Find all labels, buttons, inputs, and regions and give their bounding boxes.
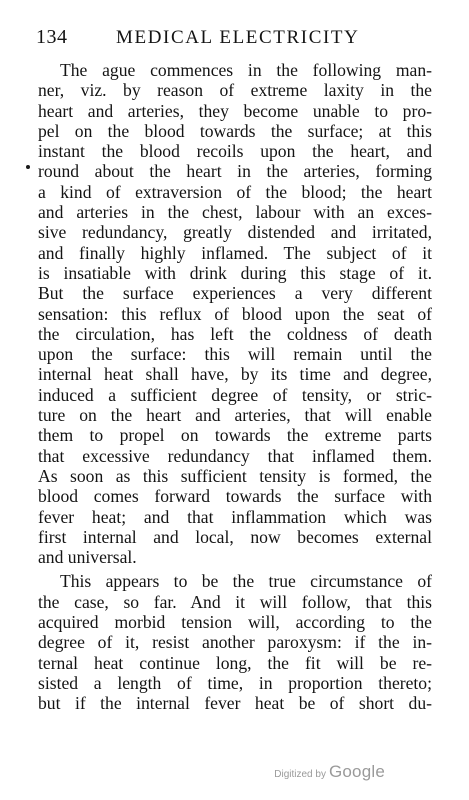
text-line: sive redundancy, greatly distended and irritated, (38, 222, 432, 243)
text-line: and arteries in the chest, labour with an exces- (38, 202, 432, 223)
text-line: blood comes forward towards the surface with (38, 486, 432, 507)
text-line: ture on the heart and arteries, that will enable (38, 405, 432, 426)
text-line: sisted a length of time, in proportion thereto; (38, 672, 432, 693)
text-line: ner, viz. by reason of extreme laxity in the (38, 80, 432, 101)
text-line: is insatiable with drink during this stage of it. (38, 262, 432, 283)
text-line: But the surface experiences a very different (38, 283, 432, 304)
page-number: 134 (36, 26, 68, 48)
text-line: and finally highly inflamed. The subject of it (38, 242, 432, 263)
text-line: The ague commences in the following man- (60, 60, 432, 80)
text-line: upon the surface: this will remain until the (38, 344, 432, 365)
text-line: round about the heart in the arteries, forming (38, 161, 432, 182)
body-text (38, 60, 432, 714)
text-line: instant the blood recoils upon the heart, and (38, 141, 432, 162)
text-line: first internal and local, now becomes external (38, 526, 432, 547)
text-line: induced a sufficient degree of tensity, or stric- (38, 384, 432, 405)
text-line: the circulation, has left the coldness of death (38, 323, 432, 344)
text-line: and universal. (38, 547, 137, 568)
text-line: This appears to be the true circumstance of (60, 571, 432, 592)
text-line: them to propel on towards the extreme parts (38, 425, 432, 446)
watermark-prefix: Digitized by (274, 769, 326, 780)
text-line: pel on the blood towards the surface; at this (38, 120, 432, 141)
text-line: the case, so far. And it will follow, that this (38, 591, 432, 612)
text-line: sensation: this reflux of blood upon the seat of (38, 303, 432, 324)
text-line: degree of it, resist another paroxysm: if the in- (38, 632, 432, 653)
watermark-brand-logo: Google (328, 762, 385, 781)
ink-dot-mark (26, 165, 30, 169)
text-line: heart and arteries, they become unable to pro- (38, 100, 432, 121)
digitization-watermark (274, 762, 385, 782)
page-header (36, 26, 436, 52)
text-line: internal heat shall have, by its time and degree, (38, 364, 432, 385)
text-line: As soon as this sufficient tensity is formed, the (38, 465, 432, 486)
text-line: ternal heat continue long, the fit will be re- (38, 652, 432, 673)
text-line: acquired morbid tension will, according to the (38, 612, 432, 633)
text-line: but if the internal fever heat be of short du- (38, 693, 432, 714)
text-line: that excessive redundancy that inflamed them. (38, 445, 432, 466)
text-line: a kind of extraversion of the blood; the heart (38, 181, 432, 202)
paragraph (38, 571, 432, 713)
running-title: MEDICAL ELECTRICITY (116, 27, 360, 48)
paragraph (38, 60, 432, 567)
text-line: fever heat; and that inflammation which was (38, 506, 432, 527)
